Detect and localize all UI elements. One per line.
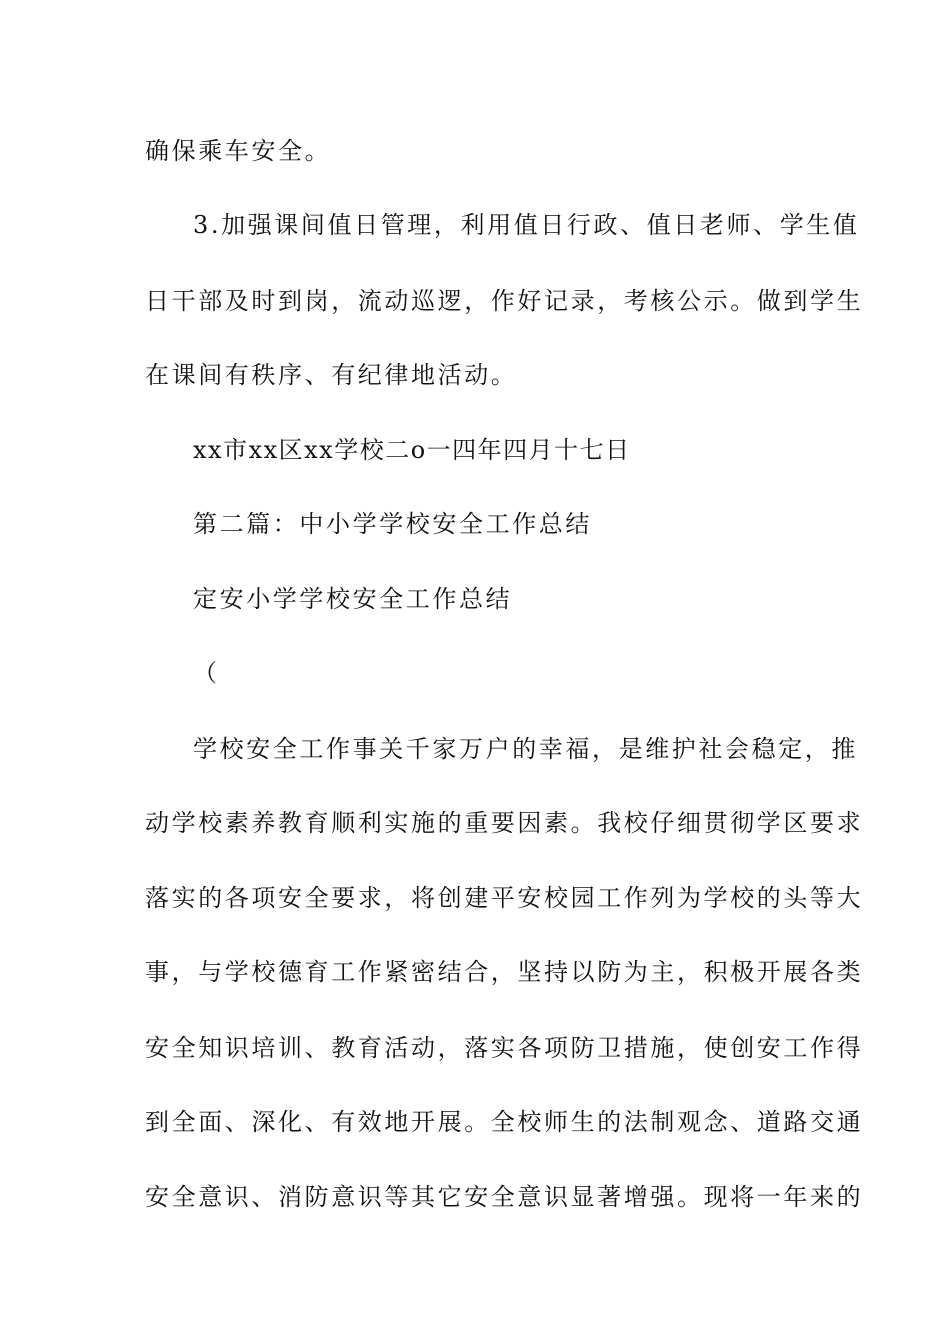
paragraph-line: 安全知识培训、教育活动，落实各项防卫措施，使创安工作得 — [145, 1034, 864, 1062]
paragraph-line: 确保乘车安全。 — [145, 137, 332, 165]
opening-parenthesis: （ — [193, 659, 220, 687]
paragraph-line: 在课间有秩序、有纪律地活动。 — [145, 361, 518, 389]
paragraph-line: 日干部及时到岗，流动巡逻，作好记录，考核公示。做到学生 — [145, 287, 864, 315]
document-title: 定安小学学校安全工作总结 — [193, 585, 513, 613]
paragraph-line: 3.加强课间值日管理，利用值日行政、值日老师、学生值 — [193, 211, 860, 239]
paragraph-line: 到全面、深化、有效地开展。全校师生的法制观念、道路交通 — [145, 1108, 864, 1136]
paragraph-line: 学校安全工作事关千家万户的幸福，是维护社会稳定，推 — [193, 735, 858, 763]
section-heading: 第二篇：中小学学校安全工作总结 — [193, 510, 592, 538]
paragraph-line: 安全意识、消防意识等其它安全意识显著增强。现将一年来的 — [145, 1183, 864, 1211]
date-signature-line: xx市xx区xx学校二o一四年四月十七日 — [193, 436, 631, 464]
paragraph-line: 落实的各项安全要求，将创建平安校园工作列为学校的头等大 — [145, 884, 864, 912]
paragraph-line: 事，与学校德育工作紧密结合，坚持以防为主，积极开展各类 — [145, 958, 864, 986]
paragraph-line: 动学校素养教育顺利实施的重要因素。我校仔细贯彻学区要求 — [145, 809, 864, 837]
